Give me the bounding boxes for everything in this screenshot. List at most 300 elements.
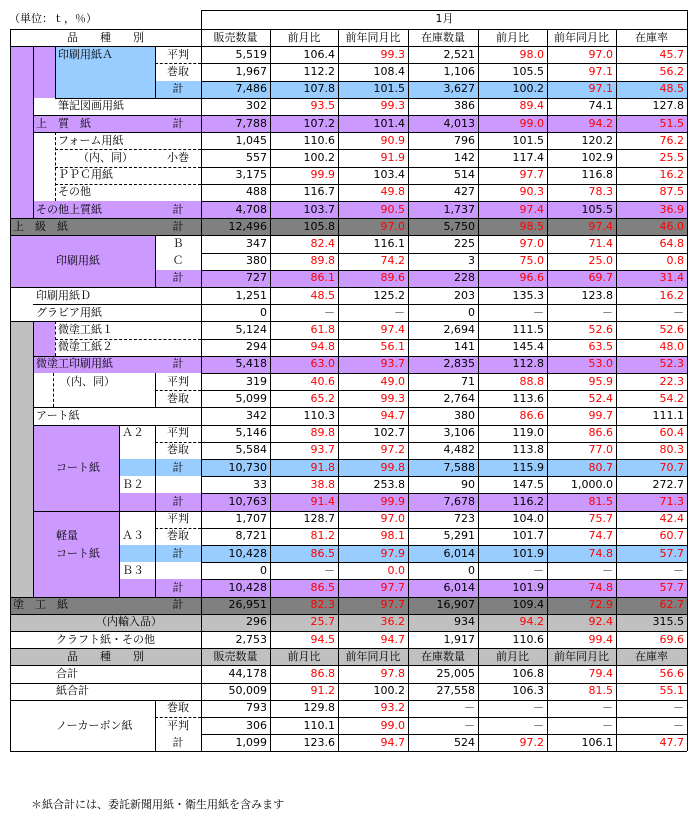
data-cell: 94.5 — [310, 632, 335, 646]
row-type: 計 — [172, 494, 184, 508]
data-cell: 57.7 — [659, 546, 684, 560]
grid-line — [201, 734, 687, 735]
data-cell: 5,146 — [235, 426, 267, 440]
grid-line — [201, 356, 687, 357]
data-cell: 106.4 — [303, 47, 335, 61]
grid-line — [201, 476, 687, 477]
data-cell: 97.4 — [519, 202, 544, 216]
data-cell: 75.7 — [588, 512, 613, 526]
grid-line — [201, 700, 687, 701]
data-cell: 105.8 — [303, 219, 335, 233]
data-cell: 99.7 — [588, 408, 613, 422]
data-cell: － — [673, 305, 684, 319]
grid-line — [155, 235, 156, 287]
data-cell: 129.8 — [303, 701, 335, 715]
data-cell: 99.8 — [380, 460, 405, 474]
data-cell: － — [673, 563, 684, 577]
data-cell: 253.8 — [373, 477, 405, 491]
row-label: （内、同） — [78, 150, 133, 164]
data-cell: 10,763 — [228, 494, 267, 508]
grid-line — [201, 442, 687, 443]
data-cell: 52.6 — [659, 322, 684, 336]
data-cell: 110.6 — [303, 133, 335, 147]
data-cell: 557 — [246, 150, 267, 164]
grid-line — [201, 184, 687, 185]
data-cell: 97.0 — [380, 512, 405, 526]
data-cell: 25,005 — [436, 666, 475, 680]
grid-line — [33, 115, 201, 116]
data-cell: 販売数量 — [213, 649, 258, 663]
data-cell: 74.2 — [380, 254, 405, 268]
data-cell: 123.8 — [581, 288, 613, 302]
data-cell: 70.7 — [659, 460, 684, 474]
grid-line — [33, 132, 201, 133]
data-cell: 63.5 — [588, 340, 613, 354]
data-cell: 5,584 — [235, 443, 267, 457]
grid-line-dashed — [155, 717, 201, 718]
data-cell: 57.7 — [659, 580, 684, 594]
data-cell: 0 — [468, 305, 475, 319]
data-cell: 225 — [454, 236, 475, 250]
data-cell: 6,014 — [443, 546, 475, 560]
grid-line — [55, 98, 201, 99]
row-label: 微塗工印刷用紙 — [36, 357, 113, 371]
data-cell: 25.5 — [659, 150, 684, 164]
row-label: 印刷用紙Ｄ — [36, 288, 91, 302]
data-cell: 48.0 — [659, 340, 684, 354]
data-cell: 75.0 — [519, 254, 544, 268]
data-cell: 91.9 — [380, 150, 405, 164]
grid-line — [201, 253, 687, 254]
data-cell: 380 — [454, 408, 475, 422]
grid-line — [201, 304, 687, 305]
data-cell: 934 — [454, 615, 475, 629]
data-cell: 49.0 — [380, 374, 405, 388]
data-cell: 8,721 — [235, 529, 267, 543]
row-fill — [10, 132, 33, 218]
data-cell: 22.3 — [659, 374, 684, 388]
data-cell: 90.3 — [519, 185, 544, 199]
row-type: 巻取 — [167, 529, 189, 543]
grid-line — [201, 287, 687, 288]
data-cell: 74.8 — [588, 546, 613, 560]
row-fill — [10, 46, 33, 132]
data-cell: 101.4 — [373, 116, 405, 130]
data-cell: 92.4 — [588, 615, 613, 629]
data-cell: 99.9 — [380, 494, 405, 508]
row-type: 巻取 — [167, 64, 189, 78]
row-sublabel: Ｂ２ — [122, 477, 144, 491]
data-cell: － — [673, 701, 684, 715]
row-type: 計 — [172, 598, 184, 612]
grid-line — [33, 425, 201, 426]
data-cell: 116.7 — [303, 185, 335, 199]
data-cell: 228 — [454, 271, 475, 285]
data-cell: 74.8 — [588, 580, 613, 594]
data-cell: 53.0 — [588, 357, 613, 371]
data-cell: 71.3 — [659, 494, 684, 508]
data-cell: 93.7 — [310, 443, 335, 457]
row-label: クラフト紙・その他 — [56, 632, 155, 646]
data-cell: 5,291 — [443, 529, 475, 543]
data-cell: 427 — [454, 185, 475, 199]
data-cell: 319 — [246, 374, 267, 388]
grid-line — [33, 407, 201, 408]
data-cell: 10,730 — [228, 460, 267, 474]
data-cell: 97.2 — [380, 443, 405, 457]
data-cell: 在庫率 — [635, 649, 668, 663]
data-cell: 60.4 — [659, 426, 684, 440]
grid-line-dashed — [55, 132, 56, 201]
grid-line — [478, 29, 479, 751]
data-cell: 2,835 — [443, 357, 475, 371]
column-header: 前年同月比 — [554, 30, 609, 44]
grid-line — [547, 29, 548, 751]
data-cell: 125.2 — [373, 288, 405, 302]
data-cell: 97.0 — [380, 219, 405, 233]
row-label: コート紙 — [56, 460, 100, 474]
data-cell: 49.8 — [380, 185, 405, 199]
grid-line — [10, 218, 201, 219]
data-cell: 0.0 — [387, 563, 405, 577]
data-cell: 793 — [246, 701, 267, 715]
grid-line — [201, 321, 687, 322]
data-cell: 97.7 — [519, 168, 544, 182]
data-cell: 110.6 — [512, 632, 544, 646]
grid-line — [33, 511, 201, 512]
row-label: フォーム用紙 — [58, 133, 124, 147]
grid-line — [201, 562, 687, 563]
data-cell: 52.4 — [588, 391, 613, 405]
row-label: グラビア用紙 — [36, 305, 102, 319]
grid-line — [33, 304, 201, 305]
grid-line-dashed — [155, 63, 201, 64]
grid-line — [55, 46, 56, 98]
data-cell: 80.3 — [659, 443, 684, 457]
row-type: 平判 — [167, 426, 189, 440]
row-type: Ｃ — [172, 254, 184, 268]
grid-line — [201, 459, 687, 460]
data-cell: 106.3 — [512, 684, 544, 698]
data-cell: 147.5 — [512, 477, 544, 491]
grid-line — [201, 235, 687, 236]
data-cell: 727 — [246, 271, 267, 285]
data-cell: 342 — [246, 408, 267, 422]
data-cell: 306 — [246, 718, 267, 732]
grid-line — [201, 631, 687, 632]
data-cell: 97.7 — [380, 598, 405, 612]
data-cell: 60.7 — [659, 529, 684, 543]
grid-line — [155, 46, 156, 98]
data-cell: 51.5 — [659, 116, 684, 130]
data-cell: 99.0 — [519, 116, 544, 130]
data-cell: 141 — [454, 340, 475, 354]
data-cell: 105.5 — [581, 202, 613, 216]
data-cell: 101.9 — [512, 580, 544, 594]
grid-line — [33, 356, 201, 357]
data-cell: 145.4 — [512, 340, 544, 354]
data-cell: 1,967 — [235, 64, 267, 78]
row-type: 平判 — [167, 718, 189, 732]
grid-line-dashed — [155, 390, 201, 391]
data-cell: 74.1 — [588, 99, 613, 113]
data-cell: 89.6 — [380, 271, 405, 285]
data-cell: 48.5 — [310, 288, 335, 302]
grid-line — [10, 648, 201, 649]
data-cell: 7,678 — [443, 494, 475, 508]
data-cell: 94.2 — [588, 116, 613, 130]
data-cell: 1,251 — [235, 288, 267, 302]
data-cell: 99.9 — [310, 168, 335, 182]
data-cell: 112.8 — [512, 357, 544, 371]
data-cell: 72.9 — [588, 598, 613, 612]
data-cell: 前年同月比 — [345, 649, 401, 663]
data-cell: 46.0 — [659, 219, 684, 233]
grid-line-dashed — [55, 184, 201, 185]
data-cell: 93.7 — [380, 357, 405, 371]
data-cell: 97.7 — [380, 580, 405, 594]
row-type: 巻取 — [167, 391, 189, 405]
grid-line — [201, 10, 202, 751]
data-cell: － — [533, 305, 544, 319]
column-header: 前月比 — [287, 30, 321, 44]
data-cell: 88.8 — [519, 374, 544, 388]
data-cell: 117.4 — [512, 150, 544, 164]
data-cell: 1,045 — [235, 133, 267, 147]
grid-line — [201, 493, 687, 494]
data-cell: 61.8 — [310, 322, 335, 336]
data-cell: 48.5 — [659, 82, 684, 96]
data-cell: 44,178 — [228, 666, 267, 680]
row-type: 計 — [172, 460, 184, 474]
grid-line-dashed — [55, 321, 56, 355]
data-cell: 107.8 — [303, 82, 335, 96]
grid-line — [201, 648, 687, 649]
data-cell: 796 — [454, 133, 475, 147]
grid-line — [201, 98, 687, 99]
data-cell: 86.6 — [519, 408, 544, 422]
data-cell: 94.7 — [380, 632, 405, 646]
data-cell: 380 — [246, 254, 267, 268]
grid-line — [10, 683, 201, 684]
grid-line — [201, 390, 687, 391]
data-cell: 52.6 — [588, 322, 613, 336]
data-cell: 36.9 — [659, 202, 684, 216]
data-cell: 97.2 — [519, 735, 544, 749]
data-cell: 12,496 — [228, 219, 267, 233]
data-cell: 97.0 — [519, 236, 544, 250]
data-cell: 105.5 — [512, 64, 544, 78]
data-cell: 1,099 — [235, 735, 267, 749]
grid-line — [10, 751, 687, 752]
row-label: ノーカーボン紙 — [56, 718, 133, 732]
data-cell: 386 — [454, 99, 475, 113]
data-cell: 47.7 — [659, 735, 684, 749]
data-cell: 25.0 — [588, 254, 613, 268]
data-cell: 99.3 — [380, 391, 405, 405]
data-cell: 94.8 — [310, 340, 335, 354]
data-cell: － — [673, 718, 684, 732]
row-type: 平判 — [167, 512, 189, 526]
data-cell: 94.2 — [519, 615, 544, 629]
grid-line — [201, 10, 687, 11]
data-cell: 97.0 — [588, 47, 613, 61]
data-cell: 1,000.0 — [571, 477, 613, 491]
grid-line — [201, 149, 687, 150]
row-sublabel: Ａ２ — [122, 426, 144, 440]
data-cell: 86.1 — [310, 271, 335, 285]
data-cell: 56.6 — [659, 666, 684, 680]
data-cell: 101.5 — [373, 82, 405, 96]
data-cell: 2,521 — [443, 47, 475, 61]
data-cell: 96.6 — [519, 271, 544, 285]
row-label: 上 級 紙 — [13, 219, 68, 233]
row-type: 計 — [172, 202, 184, 216]
row-label: 上 質 紙 — [36, 116, 91, 130]
data-cell: 123.6 — [303, 735, 335, 749]
grid-line — [201, 545, 687, 546]
row-type: 小巻 — [167, 150, 189, 164]
row-type: 巻取 — [167, 701, 189, 715]
data-cell: 26,951 — [228, 598, 267, 612]
data-cell: 65.2 — [310, 391, 335, 405]
grid-line — [33, 321, 34, 596]
data-cell: 1,707 — [235, 512, 267, 526]
data-cell: 56.1 — [380, 340, 405, 354]
row-label: ＰＰＣ用紙 — [58, 168, 113, 182]
grid-line — [10, 235, 201, 236]
data-cell: 7,486 — [235, 82, 267, 96]
row-type: 計 — [172, 735, 184, 749]
data-cell: 103.7 — [303, 202, 335, 216]
grid-line — [201, 665, 687, 666]
data-cell: 315.5 — [652, 615, 684, 629]
data-cell: 113.8 — [512, 443, 544, 457]
data-cell: 2,764 — [443, 391, 475, 405]
row-type: 平判 — [167, 47, 189, 61]
data-cell: 97.1 — [588, 82, 613, 96]
row-type: 計 — [172, 546, 184, 560]
data-cell: 81.5 — [588, 494, 613, 508]
data-cell: 前年同月比 — [554, 649, 609, 663]
data-cell: 71.4 — [588, 236, 613, 250]
data-cell: 5,519 — [235, 47, 267, 61]
data-cell: 98.1 — [380, 529, 405, 543]
row-type: 計 — [172, 580, 184, 594]
data-cell: － — [602, 718, 613, 732]
data-cell: 91.2 — [310, 684, 335, 698]
row-type: 計 — [172, 82, 184, 96]
grid-line — [201, 81, 687, 82]
data-cell: 16,907 — [436, 598, 475, 612]
data-cell: 0.8 — [666, 254, 684, 268]
grid-line — [201, 132, 687, 133]
column-header: 在庫数量 — [421, 30, 465, 44]
data-cell: 107.2 — [303, 116, 335, 130]
data-cell: 90 — [461, 477, 475, 491]
grid-line — [201, 683, 687, 684]
row-label: 筆記図画用紙 — [58, 99, 124, 113]
data-cell: 71 — [461, 374, 475, 388]
data-cell: 97.4 — [588, 219, 613, 233]
row-sublabel: Ｂ３ — [122, 563, 144, 577]
row-label: （内輸入品） — [96, 615, 162, 629]
data-cell: 95.9 — [588, 374, 613, 388]
column-header: 販売数量 — [213, 30, 258, 44]
data-cell: 89.8 — [310, 426, 335, 440]
data-cell: － — [394, 305, 405, 319]
grid-line — [10, 614, 201, 615]
data-cell: 514 — [454, 168, 475, 182]
data-cell: 104.0 — [512, 512, 544, 526]
column-header: 前年同月比 — [345, 30, 401, 44]
data-cell: 3,106 — [443, 426, 475, 440]
data-cell: － — [533, 563, 544, 577]
data-cell: － — [602, 563, 613, 577]
data-cell: 4,482 — [443, 443, 475, 457]
month-header: 1月 — [435, 12, 454, 25]
row-label: その他上質紙 — [36, 202, 102, 216]
data-cell: 33 — [253, 477, 267, 491]
row-type: 巻取 — [167, 443, 189, 457]
data-cell: 5,750 — [443, 219, 475, 233]
grid-line — [201, 270, 687, 271]
grid-line — [10, 700, 201, 701]
data-cell: 135.3 — [512, 288, 544, 302]
data-cell: 69.7 — [588, 271, 613, 285]
grid-line — [201, 63, 687, 64]
data-cell: 在庫数量 — [421, 649, 465, 663]
data-cell: 86.6 — [588, 426, 613, 440]
data-cell: 1,737 — [443, 202, 475, 216]
data-cell: 1,106 — [443, 64, 475, 78]
data-cell: 94.7 — [380, 408, 405, 422]
row-label: その他 — [58, 185, 91, 199]
data-cell: 110.1 — [303, 718, 335, 732]
data-cell: 116.8 — [581, 168, 613, 182]
data-cell: 55.1 — [659, 684, 684, 698]
grid-line — [201, 407, 687, 408]
row-type: Ｂ — [172, 236, 184, 250]
grid-line — [616, 29, 617, 751]
grid-line — [201, 717, 687, 718]
data-cell: 100.2 — [373, 684, 405, 698]
data-cell: 6,014 — [443, 580, 475, 594]
data-cell: 3 — [468, 254, 475, 268]
data-cell: 91.8 — [310, 460, 335, 474]
data-cell: 16.2 — [659, 288, 684, 302]
data-cell: 36.2 — [380, 615, 405, 629]
grid-line — [201, 597, 687, 598]
data-cell: 86.5 — [310, 580, 335, 594]
grid-line — [10, 29, 687, 30]
grid-line — [10, 597, 201, 598]
data-cell: 42.4 — [659, 512, 684, 526]
data-cell: － — [533, 718, 544, 732]
data-cell: 63.0 — [310, 357, 335, 371]
data-cell: 89.4 — [519, 99, 544, 113]
grid-line — [270, 29, 271, 751]
grid-line — [201, 511, 687, 512]
row-type: 計 — [172, 357, 184, 371]
data-cell: 38.8 — [310, 477, 335, 491]
data-cell: － — [324, 305, 335, 319]
data-cell: 69.6 — [659, 632, 684, 646]
row-sublabel: 印刷用紙 — [56, 254, 100, 268]
row-label: コート紙 — [56, 546, 100, 560]
row-fill — [10, 321, 33, 613]
data-cell: 116.1 — [373, 236, 405, 250]
